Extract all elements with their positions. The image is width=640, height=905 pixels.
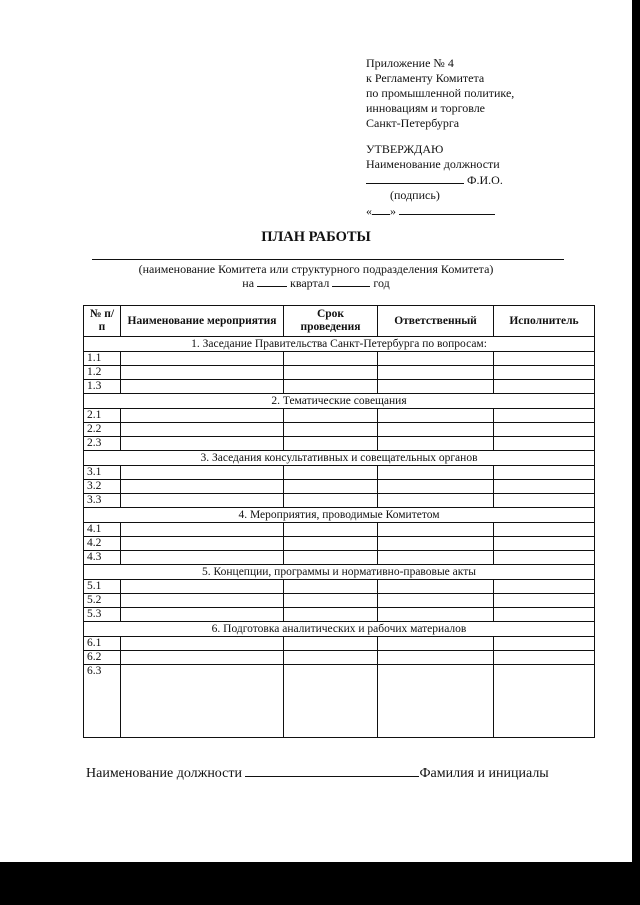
cell-executor[interactable] [494, 580, 595, 594]
cell-term[interactable] [284, 380, 378, 394]
period-year: год [373, 276, 390, 290]
cell-term[interactable] [284, 523, 378, 537]
approval-heading: УТВЕРЖДАЮ [366, 142, 444, 156]
cell-name[interactable] [121, 594, 284, 608]
table-row [84, 651, 595, 665]
table-row [84, 480, 595, 494]
approval-date-row [366, 203, 503, 219]
scan-border-bottom [0, 862, 640, 905]
cell-name[interactable] [121, 665, 284, 738]
period-line [0, 276, 632, 290]
cell-executor[interactable] [494, 651, 595, 665]
cell-name[interactable] [121, 423, 284, 437]
table-row [84, 580, 595, 594]
table-row [84, 637, 595, 651]
signature-blank [366, 172, 464, 184]
cell-term[interactable] [284, 551, 378, 565]
cell-executor[interactable] [494, 637, 595, 651]
table-body [84, 337, 595, 738]
row-number: 1.3 [84, 380, 121, 394]
cell-executor[interactable] [494, 409, 595, 423]
section-row [84, 394, 595, 409]
cell-responsible[interactable] [378, 466, 494, 480]
table-row [84, 523, 595, 537]
row-number: 6.3 [84, 665, 121, 738]
cell-term[interactable] [284, 423, 378, 437]
cell-executor[interactable] [494, 551, 595, 565]
approval-position: Наименование должности [366, 157, 500, 171]
row-number: 4.1 [84, 523, 121, 537]
cell-name[interactable] [121, 608, 284, 622]
cell-responsible[interactable] [378, 537, 494, 551]
table-row [84, 423, 595, 437]
cell-term[interactable] [284, 366, 378, 380]
cell-responsible[interactable] [378, 637, 494, 651]
row-number: 3.2 [84, 480, 121, 494]
month-year-blank [399, 203, 495, 215]
period-prefix: на [242, 276, 255, 290]
cell-responsible[interactable] [378, 480, 494, 494]
cell-term[interactable] [284, 494, 378, 508]
row-number: 2.3 [84, 437, 121, 451]
cell-responsible[interactable] [378, 494, 494, 508]
section-row [84, 508, 595, 523]
header-responsible: Ответственный [378, 306, 494, 337]
year-blank [332, 276, 370, 287]
cell-term[interactable] [284, 409, 378, 423]
scan-border-right [632, 0, 640, 905]
cell-term[interactable] [284, 637, 378, 651]
header-executor: Исполнитель [494, 306, 595, 337]
table-row [84, 594, 595, 608]
section-row [84, 622, 595, 637]
appendix-line: по промышленной политике, [366, 86, 515, 100]
table-row [84, 437, 595, 451]
table-row [84, 409, 595, 423]
cell-responsible[interactable] [378, 651, 494, 665]
table-row [84, 551, 595, 565]
table-header-row [84, 306, 595, 337]
quarter-blank [257, 276, 287, 287]
cell-responsible[interactable] [378, 366, 494, 380]
cell-executor[interactable] [494, 380, 595, 394]
row-number: 5.3 [84, 608, 121, 622]
cell-term[interactable] [284, 352, 378, 366]
section-title: 1. Заседание Правительства Санкт-Петербурга по вопросам: [84, 337, 595, 352]
appendix-line: Санкт-Петербурга [366, 116, 460, 130]
cell-executor[interactable] [494, 594, 595, 608]
row-number: 6.2 [84, 651, 121, 665]
appendix-line: инновациям и торговле [366, 101, 486, 115]
committee-name-line [92, 259, 564, 260]
date-open-quote: « [366, 204, 372, 218]
row-number: 6.1 [84, 637, 121, 651]
cell-term[interactable] [284, 665, 378, 738]
header-term: Срок проведения [284, 306, 378, 337]
cell-responsible[interactable] [378, 580, 494, 594]
cell-executor[interactable] [494, 608, 595, 622]
cell-term[interactable] [284, 480, 378, 494]
cell-name[interactable] [121, 352, 284, 366]
cell-executor[interactable] [494, 466, 595, 480]
cell-executor[interactable] [494, 523, 595, 537]
appendix-line: к Регламенту Комитета [366, 71, 485, 85]
table-row [84, 466, 595, 480]
appendix-note [366, 56, 514, 131]
section-row [84, 451, 595, 466]
cell-executor[interactable] [494, 480, 595, 494]
cell-name[interactable] [121, 409, 284, 423]
cell-executor[interactable] [494, 494, 595, 508]
document-title: ПЛАН РАБОТЫ [261, 229, 371, 245]
work-plan-table [83, 305, 595, 738]
cell-executor[interactable] [494, 423, 595, 437]
footer-signature-blank [245, 764, 419, 777]
header-num: № п/п [84, 306, 121, 337]
row-number: 2.1 [84, 409, 121, 423]
cell-term[interactable] [284, 437, 378, 451]
cell-responsible[interactable] [378, 352, 494, 366]
cell-name[interactable] [121, 580, 284, 594]
table-row [84, 352, 595, 366]
cell-responsible[interactable] [378, 551, 494, 565]
row-number: 4.3 [84, 551, 121, 565]
section-title: 3. Заседания консультативных и совещательных органов [84, 451, 595, 466]
table-row [84, 665, 595, 738]
cell-term[interactable] [284, 594, 378, 608]
footer-name: Фамилия и инициалы [419, 766, 549, 781]
cell-name[interactable] [121, 380, 284, 394]
row-number: 4.2 [84, 537, 121, 551]
table-row [84, 380, 595, 394]
cell-name[interactable] [121, 494, 284, 508]
period-quarter: квартал [290, 276, 330, 290]
section-title: 4. Мероприятия, проводимые Комитетом [84, 508, 595, 523]
approval-block [366, 142, 503, 219]
cell-term[interactable] [284, 580, 378, 594]
row-number: 5.1 [84, 580, 121, 594]
row-number: 1.1 [84, 352, 121, 366]
cell-responsible[interactable] [378, 437, 494, 451]
date-close-quote: » [390, 204, 396, 218]
section-title: 6. Подготовка аналитических и рабочих материалов [84, 622, 595, 637]
cell-responsible[interactable] [378, 665, 494, 738]
cell-executor[interactable] [494, 352, 595, 366]
row-number: 1.2 [84, 366, 121, 380]
row-number: 3.1 [84, 466, 121, 480]
cell-term[interactable] [284, 651, 378, 665]
cell-responsible[interactable] [378, 608, 494, 622]
cell-executor[interactable] [494, 366, 595, 380]
table-row [84, 608, 595, 622]
day-blank [372, 203, 390, 215]
cell-name[interactable] [121, 551, 284, 565]
table-row [84, 537, 595, 551]
approval-fio: Ф.И.О. [467, 173, 503, 187]
footer-signature [86, 764, 549, 782]
cell-name[interactable] [121, 480, 284, 494]
cell-name[interactable] [121, 637, 284, 651]
cell-name[interactable] [121, 437, 284, 451]
cell-name[interactable] [121, 651, 284, 665]
section-title: 2. Тематические совещания [84, 394, 595, 409]
cell-responsible[interactable] [378, 594, 494, 608]
appendix-line: Приложение № 4 [366, 56, 454, 70]
footer-position: Наименование должности [86, 766, 242, 781]
cell-executor[interactable] [494, 665, 595, 738]
approval-signature-row [366, 172, 503, 188]
cell-executor[interactable] [494, 437, 595, 451]
table-row [84, 366, 595, 380]
row-number: 3.3 [84, 494, 121, 508]
cell-name[interactable] [121, 523, 284, 537]
row-number: 2.2 [84, 423, 121, 437]
committee-name-caption: (наименование Комитета или структурного подразделения Комитета) [138, 262, 494, 276]
cell-responsible[interactable] [378, 380, 494, 394]
cell-term[interactable] [284, 537, 378, 551]
cell-name[interactable] [121, 466, 284, 480]
cell-term[interactable] [284, 608, 378, 622]
cell-responsible[interactable] [378, 409, 494, 423]
header-name: Наименование мероприятия [121, 306, 284, 337]
section-title: 5. Концепции, программы и нормативно-правовые акты [84, 565, 595, 580]
section-row [84, 565, 595, 580]
row-number: 5.2 [84, 594, 121, 608]
section-row [84, 337, 595, 352]
cell-responsible[interactable] [378, 523, 494, 537]
cell-executor[interactable] [494, 537, 595, 551]
table-row [84, 494, 595, 508]
cell-term[interactable] [284, 466, 378, 480]
cell-responsible[interactable] [378, 423, 494, 437]
approval-signature-label: (подпись) [390, 188, 440, 202]
cell-name[interactable] [121, 366, 284, 380]
cell-name[interactable] [121, 537, 284, 551]
